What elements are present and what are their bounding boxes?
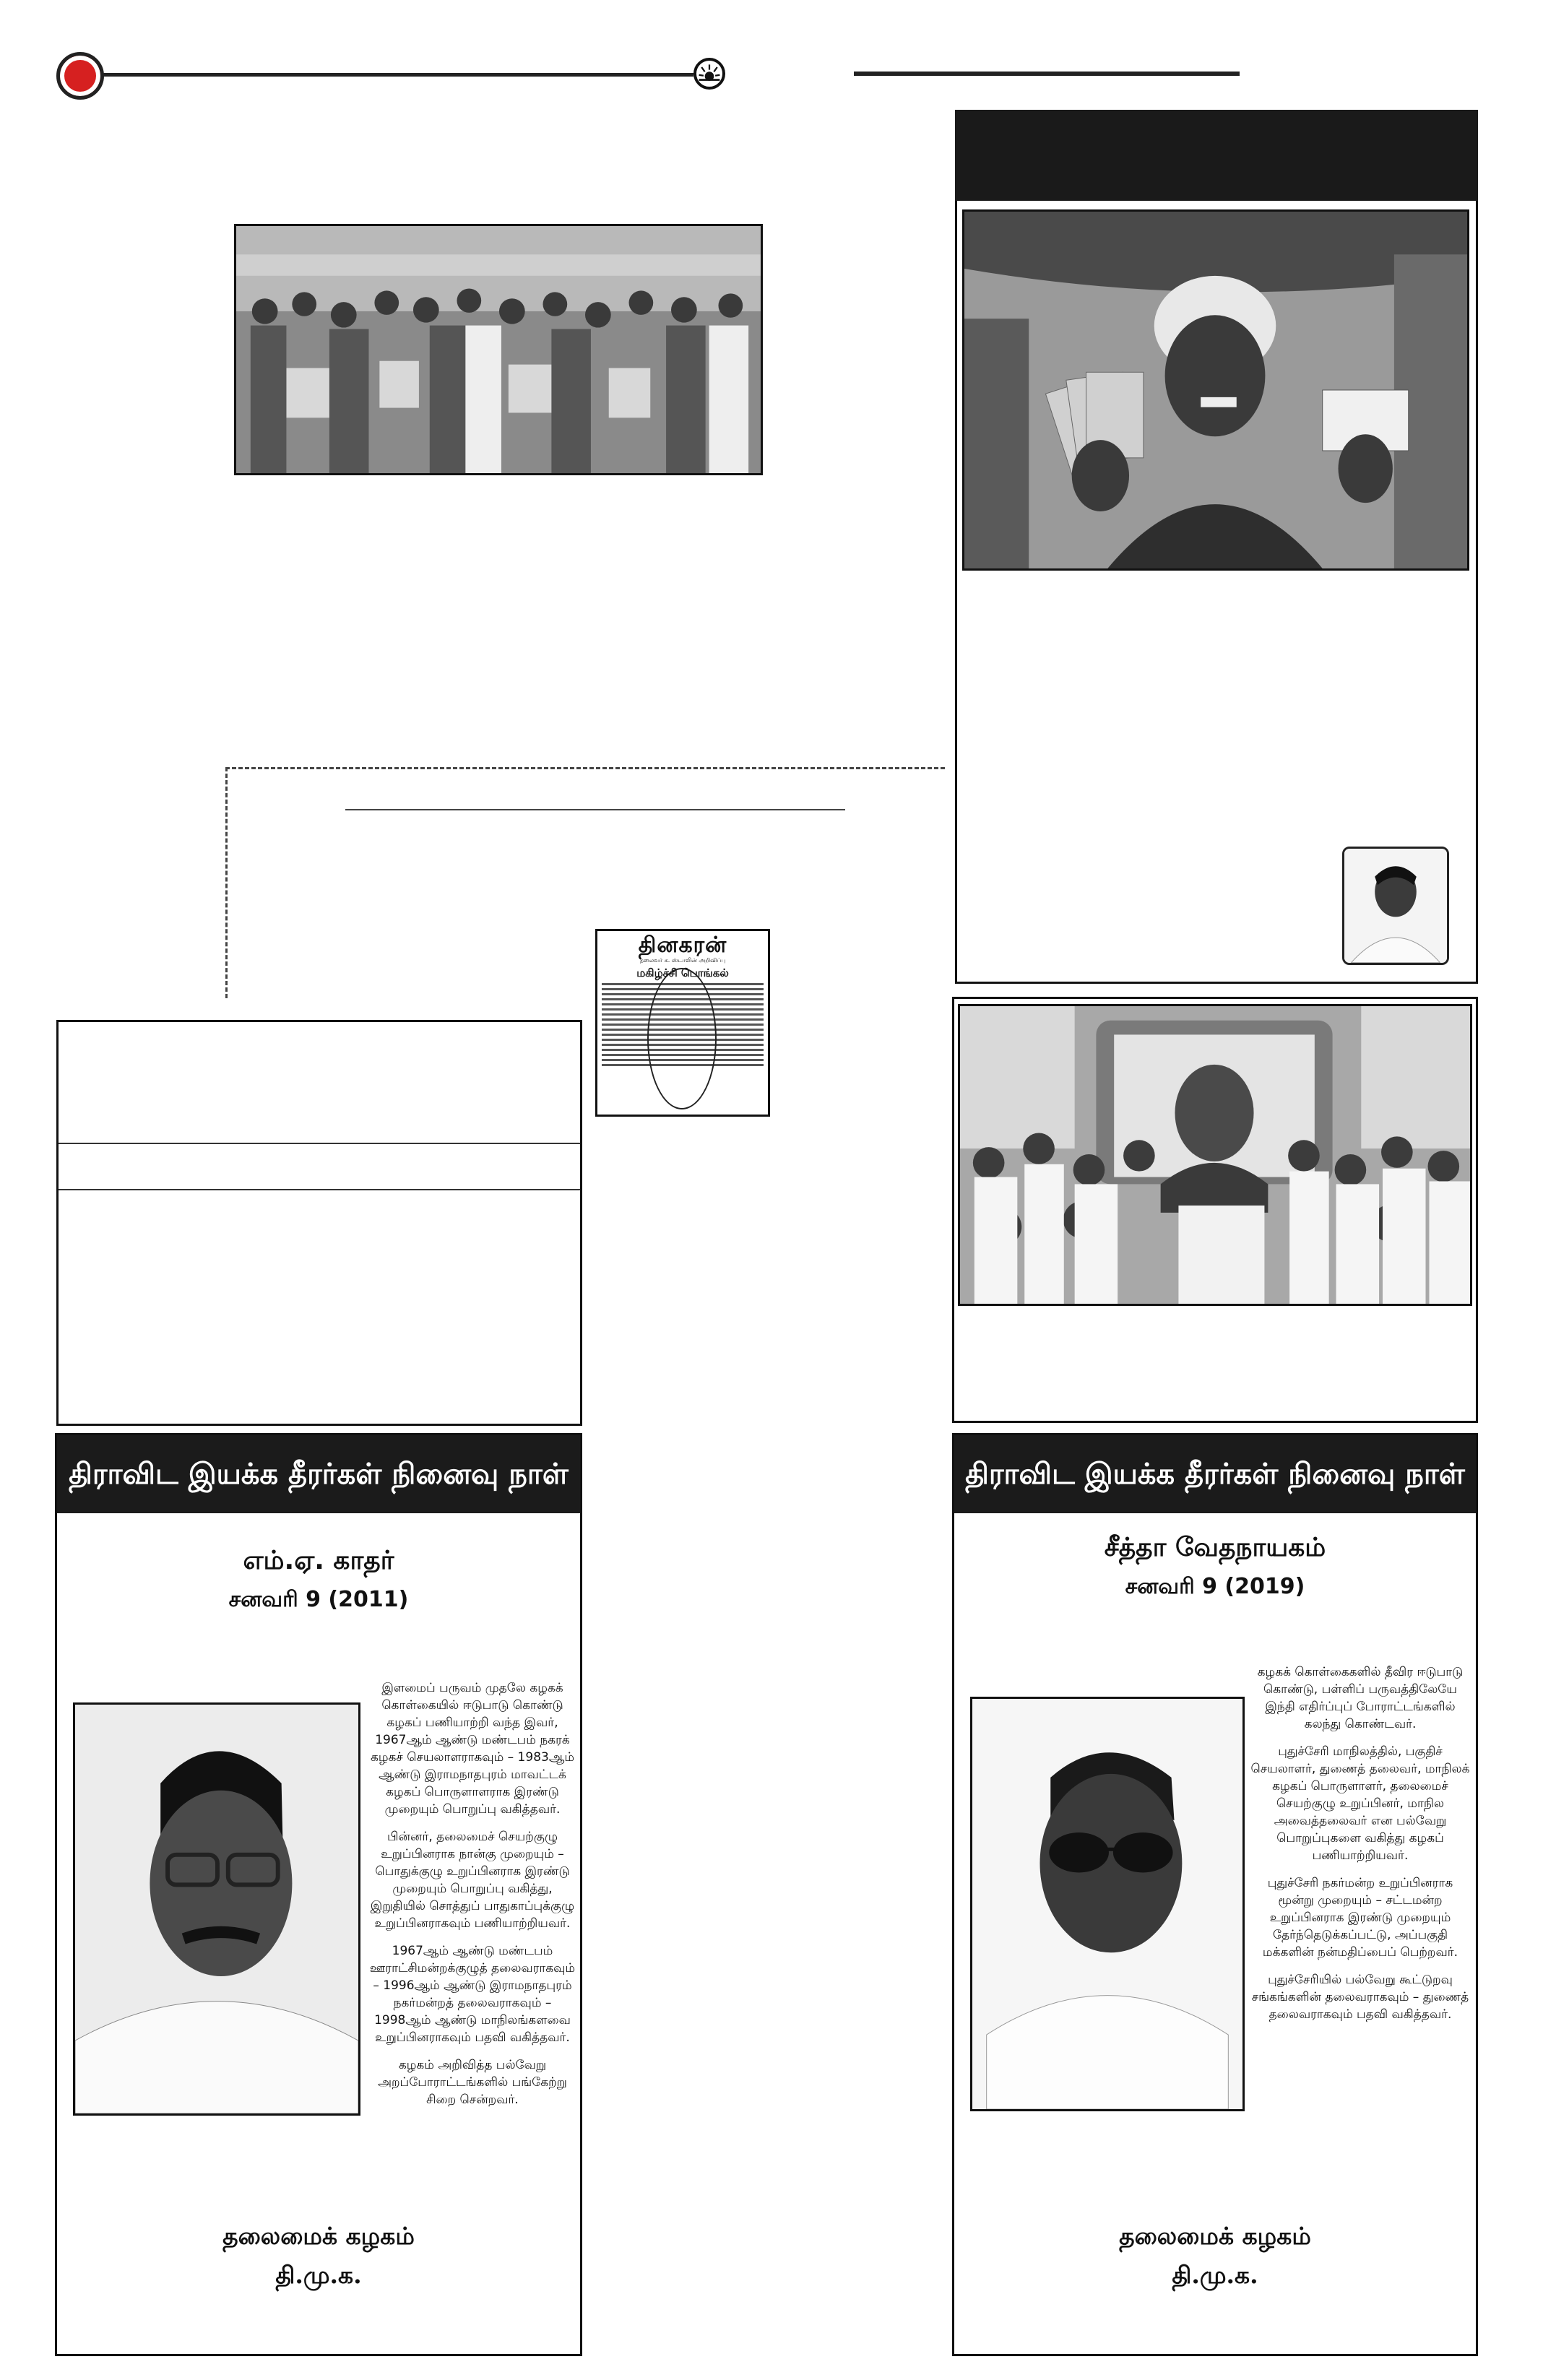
woman-with-cash-photo — [962, 209, 1469, 571]
news-box-left-rule — [59, 1189, 580, 1190]
memorial-footer-party: தி.மு.க. — [1172, 2261, 1258, 2289]
memorial-bio-paragraph: புதுச்சேரி மாநிலத்தில், பகுதிச் செயலாளர், துணைத் தலைவர், மாநிலக் கழகப் பொருளாளர், தலைமைச் செயற்குழு உறுப்பினர், மாநில அவைத்தலைவர் என பல்வேறு பொறுப்புகளை வகித்து கழகப் பணியாற்றியவர். — [1250, 1744, 1470, 1863]
header-rule-left — [101, 73, 693, 77]
memorial-bio — [369, 1679, 576, 2119]
page-number-badge — [56, 52, 104, 100]
memorial-bio-paragraph: கழகக் கொள்கைகளில் தீவிர ஈடுபாடு கொண்டு, பள்ளிப் பருவத்திலேயே இந்தி எதிர்ப்புப் போராட்டங்களில் கலந்து கொண்டவர். — [1257, 1665, 1464, 1731]
memorial-bio-paragraph: புதுச்சேரியில் பல்வேறு கூட்டுறவு சங்கங்களின் தலைவராகவும் – துணைத் தலைவராகவும் பதவி வகித்தவர். — [1251, 1973, 1469, 2022]
memorial-banner: திராவிட இயக்க தீரர்கள் நினைவு நாள் — [57, 1435, 580, 1513]
clipping-highlight-oval — [647, 968, 717, 1109]
memorial-panel-left — [55, 1433, 582, 2356]
news-box-left-rule — [59, 1143, 580, 1144]
memorial-bio — [1250, 1663, 1470, 2033]
group-photo-ration-cards — [234, 224, 763, 475]
memorial-bio-paragraph: கழகம் அறிவித்த பல்வேறு அறப்போராட்டங்களில் பங்கேற்று சிறை சென்றவர். — [378, 2058, 567, 2107]
clipping-subline: தலைவர் க. ஸ்டாலின் அறிவிப்பு — [639, 957, 726, 964]
memorial-portrait-seetha-vedanayagam — [970, 1697, 1245, 2111]
memorial-panel-right — [952, 1433, 1478, 2356]
memorial-bio-paragraph: 1967ஆம் ஆண்டு மண்டபம் ஊராட்சிமன்றக்குழுத் தலைவராகவும் – 1996ஆம் ஆண்டு இராமநாதபுரம் நகர்மன்றத் தலைவராகவும் – 1998ஆம் ஆண்டு மாநிலங்களவை உறுப்பினராகவும் பதவி வகித்தவர். — [369, 1944, 576, 2045]
memorial-footer — [57, 2217, 580, 2295]
memorial-name: எம்.ஏ. காதர் — [243, 1546, 394, 1575]
memorial-footer-org: தலைமைக் கழகம் — [1119, 2222, 1311, 2250]
memorial-date: சனவரி 9 (2011) — [228, 1587, 409, 1612]
dotted-connector-vertical — [225, 767, 228, 998]
memorial-footer-org: தலைமைக் கழகம் — [222, 2222, 415, 2250]
dotted-connector-horizontal — [225, 767, 945, 769]
statue-tribute-photo — [958, 1004, 1472, 1306]
memorial-bio-paragraph: பின்னர், தலைமைச் செயற்குழு உறுப்பினராக நான்கு முறையும் – பொதுக்குழு உறுப்பினராக இரண்டு முறையும் பொறுப்பு வகித்து, இறுதியில் சொத்துப் பாதுகாப்புக்குழு உறுப்பினராகவும் பணியாற்றியவர். — [370, 1830, 575, 1931]
news-box-left — [56, 1020, 582, 1426]
memorial-portrait-kader — [73, 1702, 360, 2116]
clipping-headline: மகிழ்ச்சி பொங்கல் — [636, 966, 729, 979]
news-box-header-bar — [955, 110, 1478, 201]
leader-portrait-small — [1342, 847, 1449, 965]
clipping-masthead: தினகரன் — [638, 932, 727, 958]
section-rule — [345, 809, 845, 810]
memorial-bio-paragraph: புதுச்சேரி நகர்மன்ற உறுப்பினராக மூன்று முறையும் – சட்டமன்ற உறுப்பினராக இரண்டு முறையும் தேர்ந்தெடுக்கப்பட்டு, அப்பகுதி மக்களின் நன்மதிப்பைப் பெற்றவர். — [1262, 1876, 1458, 1960]
memorial-name: சீத்தா வேதநாயகம் — [1104, 1533, 1326, 1562]
memorial-banner: திராவிட இயக்க தீரர்கள் நினைவு நாள் — [954, 1435, 1476, 1513]
memorial-date: சனவரி 9 (2019) — [1125, 1574, 1305, 1599]
memorial-footer-party: தி.மு.க. — [275, 2261, 362, 2289]
header-rule-right — [854, 72, 1240, 76]
memorial-footer — [954, 2217, 1476, 2295]
memorial-bio-paragraph: இளமைப் பருவம் முதலே கழகக் கொள்கையில் ஈடுபாடு கொண்டு கழகப் பணியாற்றி வந்த இவர், 1967ஆம் ஆண்டு மண்டபம் நகரக் கழகச் செயலாளராகவும் – 1983ஆம் ஆண்டு இராமநாதபுரம் மாவட்டக் கழகப் பொருளாளராக இரண்டு முறையும் பொறுப்பு வகித்தவர். — [370, 1681, 575, 1817]
rising-sun-emblem-icon — [693, 58, 725, 90]
